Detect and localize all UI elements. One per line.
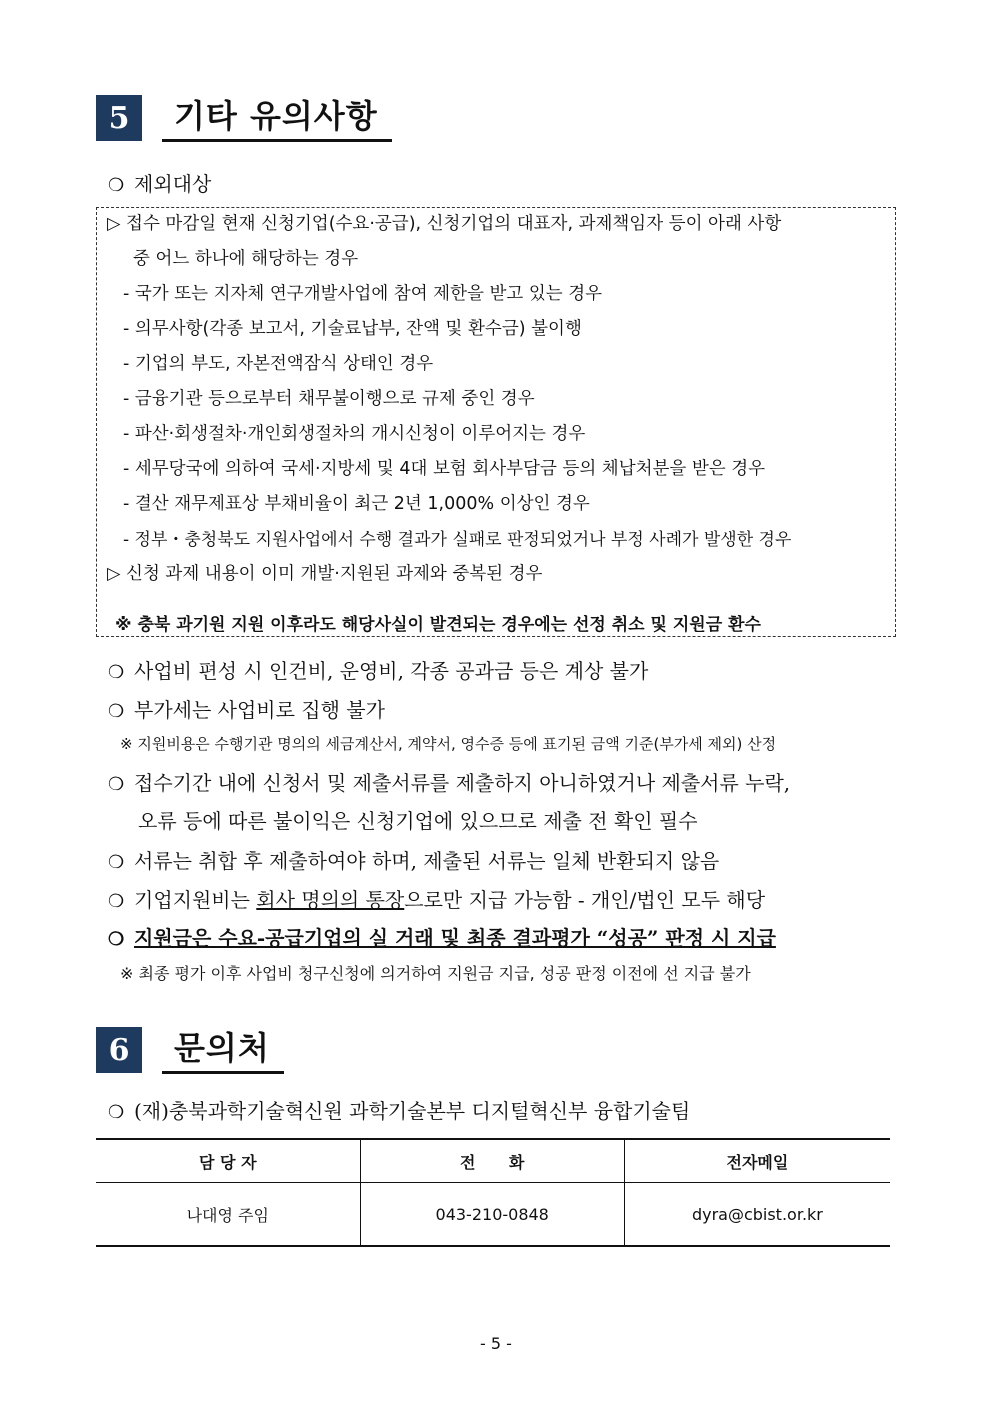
triangle-bullet-icon: ▷ [107,564,121,584]
circle-bullet-icon: ❍ [108,701,125,722]
circle-bullet-icon: ❍ [108,852,125,873]
contact-phone: 043-210-0848 [360,1183,624,1247]
table-header: 담 당 자 [96,1139,360,1183]
list-item: - 정부・충청북도 지원사업에서 수행 결과가 실패로 판정되었거나 부정 사례가 발생한 경우 [123,530,792,550]
circle-bullet-icon: ❍ [108,774,125,795]
contact-name: 나대영 주임 [96,1183,360,1247]
circle-bullet-icon: ❍ [108,891,125,912]
triangle-bullet-icon: ▷ [107,214,121,234]
list-item: - 파산·회생절차·개인회생절차의 개시신청이 이루어지는 경우 [123,424,586,444]
exclusion-note: ※ 충북 과기원 지원 이후라도 해당사실이 발견되는 경우에는 선정 취소 및 지원금 환수 [115,615,761,635]
bullet-payment-account: ❍ 기업지원비는 회사 명의의 통장으로만 지급 가능함 - 개인/법인 모두 해당 [108,888,766,912]
bullet-vat: ❍ 부가세는 사업비로 집행 불가 [108,698,385,722]
section-title: 기타 유의사항 [162,95,392,142]
section-number-badge: 5 [96,95,142,141]
circle-bullet-icon: ❍ [108,175,125,196]
contact-org: ❍ (재)충북과학기술혁신원 과학기술본부 디지털혁신부 융합기술팀 [108,1099,691,1123]
section-number-badge: 6 [96,1027,142,1073]
circle-bullet-icon: ❍ [108,662,125,683]
bullet-submission: ❍ 접수기간 내에 신청서 및 제출서류를 제출하지 아니하였거나 제출서류 누락, [108,771,791,795]
contact-email[interactable]: dyra@cbist.or.kr [624,1183,890,1247]
circle-bullet-icon: ❍ [108,1102,125,1123]
list-item: - 결산 재무제표상 부채비율이 최근 2년 1,000% 이상인 경우 [123,494,590,514]
list-item: - 국가 또는 지자체 연구개발사업에 참여 제한을 받고 있는 경우 [123,284,603,304]
payment-note: ※ 최종 평가 이후 사업비 청구신청에 의거하여 지원금 지급, 성공 판정 이전에 선 지급 불가 [120,964,751,983]
exclusion-heading: ❍ 제외대상 [108,172,212,196]
bullet-payment-condition: ❍ 지원금은 수요-공급기업의 실 거래 및 최종 결과평가 “성공” 판정 시 지급 [108,926,776,950]
table-header: 전자메일 [624,1139,890,1183]
table-header: 전 화 [360,1139,624,1183]
bullet-budget: ❍ 사업비 편성 시 인건비, 운영비, 각종 공과금 등은 계상 불가 [108,659,649,683]
list-item: - 세무당국에 의하여 국세·지방세 및 4대 보험 회사부담금 등의 체납처분을 받은 경우 [123,459,766,479]
exclusion-item-1: ▷ 접수 마감일 현재 신청기업(수요·공급), 신청기업의 대표자, 과제책임자 등이 아래 사항 [107,214,782,234]
table-row [96,1183,890,1247]
list-item: - 의무사항(각종 보고서, 기술료납부, 잔액 및 환수금) 불이행 [123,319,582,339]
page-number: - 5 - [480,1334,512,1353]
circle-bullet-icon: ❍ [108,929,125,950]
bullet-submission-cont: 오류 등에 따른 불이익은 신청기업에 있으므로 제출 전 확인 필수 [138,809,698,833]
exclusion-item-1-cont: 중 어느 하나에 해당하는 경우 [133,249,359,269]
bullet-documents: ❍ 서류는 취합 후 제출하여야 하며, 제출된 서류는 일체 반환되지 않음 [108,849,720,873]
list-item: - 기업의 부도, 자본전액잠식 상태인 경우 [123,354,434,374]
contact-table [96,1138,890,1247]
exclusion-box [96,207,896,637]
exclusion-item-2: ▷ 신청 과제 내용이 이미 개발·지원된 과제와 중복된 경우 [107,564,543,584]
list-item: - 금융기관 등으로부터 채무불이행으로 규제 중인 경우 [123,389,535,409]
section-title: 문의처 [162,1027,284,1074]
vat-note: ※ 지원비용은 수행기관 명의의 세금계산서, 계약서, 영수증 등에 표기된 금액 기준(부가세 제외) 산정 [120,735,777,753]
